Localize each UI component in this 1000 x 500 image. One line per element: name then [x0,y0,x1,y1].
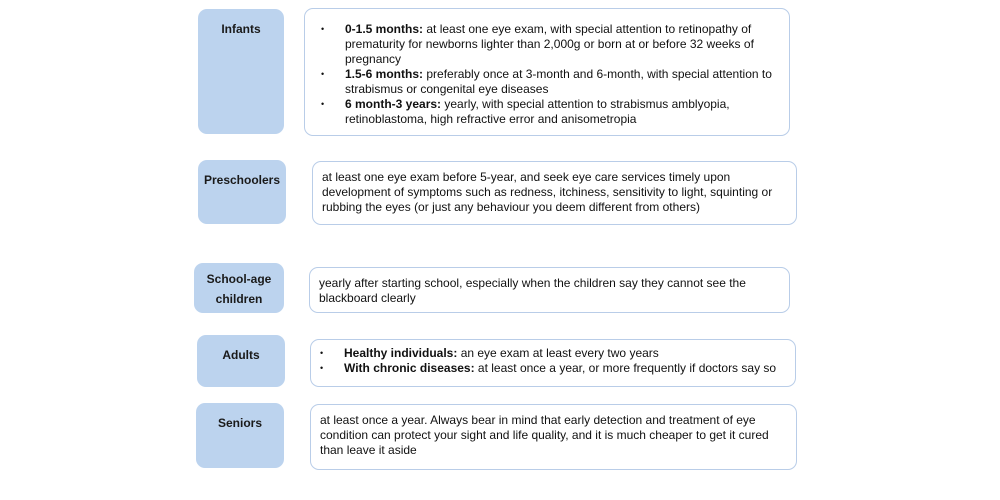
infants-list [319,22,779,127]
list-item [319,22,779,67]
adults-label-text: Adults [222,348,260,362]
item-heading: 1.5-6 months: [345,67,424,81]
infants-label-text: Infants [221,22,261,36]
item-heading: Healthy individuals: [344,346,458,360]
school-age-label-line2: children [215,292,263,306]
item-text: at least one eye exam, with special attention to retinopathy of prematurity for newborns lighter than 2,000g or born at or before 32 weeks of pregnancy [345,22,754,66]
adults-recommendation-box [310,339,796,387]
adults-label [197,335,285,387]
seniors-recommendation-box [310,404,797,470]
school-age-label [194,263,284,313]
preschoolers-label [198,160,286,224]
infants-recommendation-box [304,8,790,136]
item-text: at least once a year, or more frequently if doctors say so [474,361,777,375]
item-heading: With chronic diseases: [344,361,475,375]
list-item [319,67,779,97]
item-heading: 0-1.5 months: [345,22,424,36]
preschoolers-recommendation-box [312,161,797,225]
infants-label [198,9,284,134]
list-item [318,361,785,376]
seniors-label [196,403,284,468]
school-age-label-line1: School-age [206,272,272,286]
item-heading: 6 month-3 years: [345,97,442,111]
item-text: preferably once at 3-month and 6-month, with special attention to strabismus or congenital eye diseases [345,67,772,96]
item-text: an eye exam at least every two years [457,346,659,360]
seniors-text: at least once a year. Always bear in mind that early detection and treatment of eye condition can protect your sight and life quality, and it is much cheaper to get it cured than leave it aside [320,413,769,457]
school-age-recommendation-box [309,267,790,313]
school-age-text: yearly after starting school, especially when the children say they cannot see the blackboard clearly [319,276,746,305]
preschoolers-label-text: Preschoolers [203,173,281,187]
adults-list [318,346,785,376]
item-text: yearly, with special attention to strabismus amblyopia, retinoblastoma, high refractive error and anisometropia [345,97,730,126]
preschoolers-text: at least one eye exam before 5-year, and seek eye care services timely upon development of symptoms such as redness, itchiness, sensitivity to light, squinting or rubbing the eyes (or just any behaviour you deem different from others) [322,170,773,214]
seniors-label-text: Seniors [217,416,262,430]
list-item [318,346,785,361]
list-item [319,97,779,127]
